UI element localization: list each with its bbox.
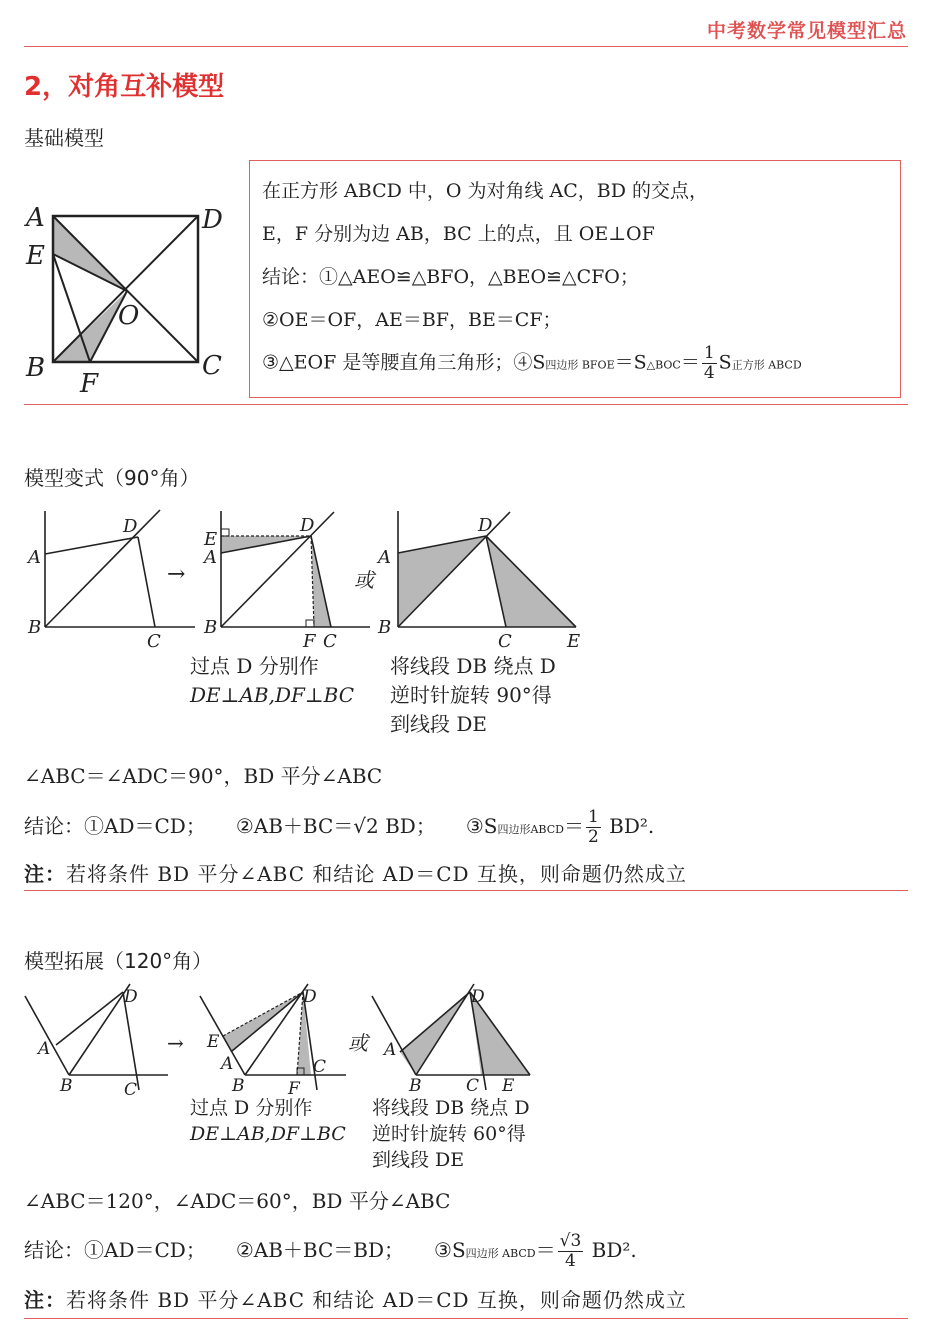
svg-text:B: B: [409, 1076, 422, 1096]
svg-text:或: 或: [354, 568, 374, 592]
header-rule: [24, 46, 908, 47]
extension-120-figures: [20, 982, 540, 1102]
page-title: 2，对角互补模型: [24, 72, 225, 102]
svg-text:→: →: [167, 562, 186, 587]
svg-text:C: C: [323, 631, 337, 652]
conclusion-90: 结论：①AD＝CD； ②AB＋BC＝√2 BD； ③S四边形ABCD＝ $\frac{1}{2}$ BD².: [24, 807, 655, 847]
svg-text:D: D: [123, 516, 138, 537]
box-line-5: ③△EOF 是等腰直角三角形；④S四边形 BFOE＝S△BOC＝ $\frac{1}{4}$ S正方形 ABCD: [262, 343, 802, 383]
svg-text:A: A: [38, 1039, 51, 1059]
svg-text:A: A: [204, 547, 217, 568]
svg-text:A: A: [221, 1054, 234, 1074]
svg-text:A: A: [378, 547, 391, 568]
svg-text:F: F: [288, 1079, 300, 1099]
svg-text:B: B: [60, 1076, 73, 1096]
section2-subtitle: 模型变式（90°角）: [24, 466, 200, 490]
svg-text:A: A: [28, 547, 41, 568]
series-header: 中考数学常见模型汇总: [706, 20, 907, 42]
condition-120: ∠ABC＝120°，∠ADC＝60°，BD 平分∠ABC: [24, 1189, 451, 1213]
box-line-4: ②OE＝OF，AE＝BF，BE＝CF；: [262, 309, 562, 331]
svg-text:D: D: [300, 515, 315, 536]
svg-text:E: E: [502, 1076, 515, 1096]
svg-text:D: D: [303, 987, 317, 1007]
svg-text:B: B: [28, 617, 42, 638]
label-C: C: [202, 351, 222, 381]
fraction-half: $\frac{1}{2}$: [587, 807, 599, 847]
caption-rotation-120: 将线段 DB 绕点 D 逆时针旋转 60°得 到线段 DE: [372, 1097, 530, 1171]
note-90: 注：若将条件 BD 平分∠ABC 和结论 AD＝CD 互换，则命题仍然成立: [24, 862, 687, 886]
caption-perpendiculars-90: 过点 D 分别作 DE⊥AB,DF⊥BC: [190, 654, 355, 707]
svg-text:C: C: [124, 1080, 138, 1100]
conclusion-120: 结论：①AD＝CD； ②AB＋BC＝BD； ③S四边形 ABCD＝ $\frac{√3}{4}$ BD².: [24, 1231, 637, 1271]
svg-text:D: D: [124, 987, 138, 1007]
section3-subtitle: 模型拓展（120°角）: [24, 949, 213, 973]
box-line-2: E，F 分别为边 AB，BC 上的点，且 OE⊥OF: [262, 223, 655, 245]
label-E: E: [26, 241, 45, 271]
note-120: 注：若将条件 BD 平分∠ABC 和结论 AD＝CD 互换，则命题仍然成立: [24, 1288, 687, 1312]
condition-90: ∠ABC＝∠ADC＝90°，BD 平分∠ABC: [24, 764, 383, 788]
caption-perpendiculars-120: 过点 D 分别作 DE⊥AB,DF⊥BC: [190, 1097, 346, 1145]
svg-text:E: E: [567, 631, 581, 652]
caption-rotation-90: 将线段 DB 绕点 D 逆时针旋转 90°得 到线段 DE: [390, 654, 556, 736]
section2-rule: [24, 890, 908, 891]
square-figure: [20, 196, 235, 396]
svg-text:B: B: [204, 617, 218, 638]
section3-rule: [24, 1318, 908, 1319]
svg-text:C: C: [498, 631, 512, 652]
section1-rule: [24, 404, 908, 405]
svg-text:D: D: [478, 515, 493, 536]
svg-text:C: C: [147, 631, 161, 652]
svg-text:F: F: [303, 631, 316, 652]
fraction-quarter: $\frac{1}{4}$: [703, 343, 715, 383]
fraction-sqrt3-over-4: $\frac{√3}{4}$: [559, 1231, 582, 1271]
variant-90-figures: [20, 505, 595, 655]
svg-text:A: A: [384, 1040, 397, 1060]
svg-text:B: B: [232, 1076, 245, 1096]
svg-text:E: E: [207, 1032, 220, 1052]
svg-text:C: C: [466, 1076, 480, 1096]
svg-text:或: 或: [348, 1031, 368, 1055]
svg-text:B: B: [378, 617, 392, 638]
label-A: A: [26, 203, 45, 233]
box-line-3: 结论：①△AEO≌△BFO，△BEO≌△CFO；: [262, 266, 639, 288]
section1-subtitle: 基础模型: [24, 126, 104, 150]
label-B: B: [26, 353, 46, 383]
label-D: D: [202, 205, 223, 235]
svg-text:E: E: [204, 529, 218, 550]
label-O: O: [118, 301, 140, 331]
box-line-1: 在正方形 ABCD 中，O 为对角线 AC，BD 的交点，: [262, 180, 709, 202]
svg-text:→: →: [167, 1031, 184, 1055]
svg-text:C: C: [313, 1057, 327, 1077]
svg-text:D: D: [471, 987, 485, 1007]
label-F: F: [80, 369, 99, 396]
